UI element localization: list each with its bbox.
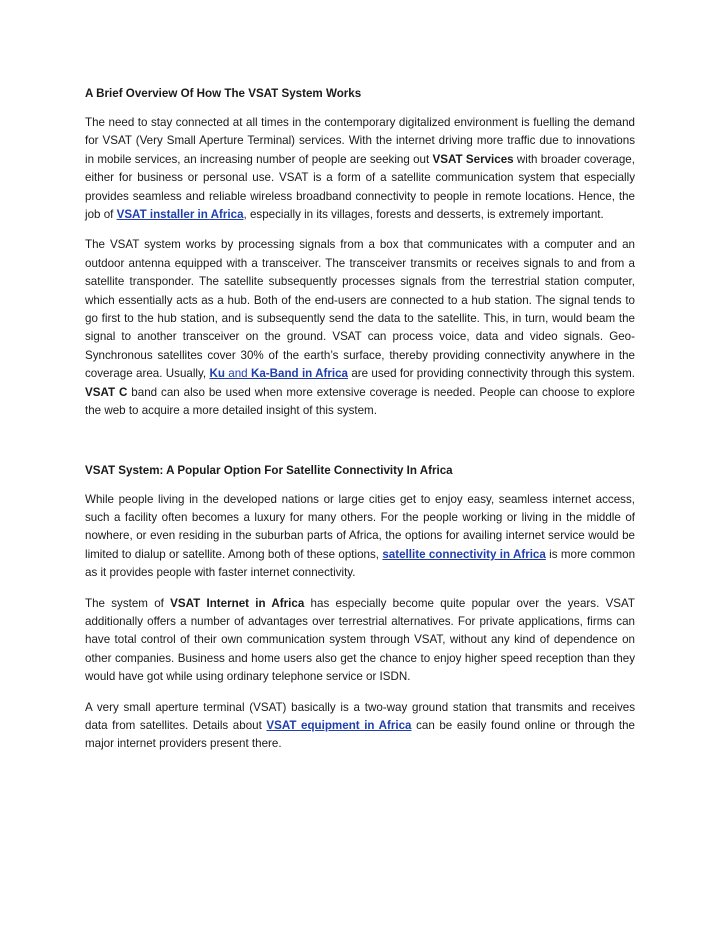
paragraph-text: band can also be used when more extensive coverage is needed. People can choose to explore the web to acquire a more detailed insight of this system. [85,385,635,418]
paragraph-text: While people living in the developed nations or large cities get to enjoy easy, seamless internet access, such a facility often becomes a luxury for many others. For the people working or living in the middle of nowhere, or even residing in the suburban parts of Africa, the options for availing internet service would be limited to dialup or satellite. Among both of these options, [85,492,635,561]
paragraph-text: are used for providing connectivity through this system. [348,367,635,381]
paragraph-text: with broader coverage, either for business or personal use. VSAT is a form of a satellite communication system that especially provides seamless and reliable wireless broadband connectivity to people in remote locations. Hence, the job of [85,152,635,222]
paragraph-text: is more common as it provides people with faster internet connectivity. [85,547,636,580]
paragraph-vsat-demand [85,114,635,224]
paragraph-how-vsat-works [85,236,635,420]
paragraph-text: A very small aperture terminal (VSAT) basically is a two-way ground station that transmits and receives data from satellites. Details about [85,700,635,732]
paragraph-vsat-definition [85,699,635,754]
section-heading-vsat-popular-option: VSAT System: A Popular Option For Satellite Connectivity In Africa [85,463,453,477]
section-heading-vsat-overview: A Brief Overview Of How The VSAT System Works [85,87,362,100]
link-vsat-installer-africa[interactable]: VSAT installer in Africa [116,208,244,222]
paragraph-text: The system of [85,596,171,610]
paragraph-text: can be easily found online or through the major internet providers present there. [85,718,636,751]
link-text-ku: Ku [209,367,225,381]
section-spacer [85,433,635,463]
link-text-ka-band: Ka-Band in Africa [250,367,349,381]
paragraph-text: has especially become quite popular over the years. VSAT additionally offers a number of advantages over terrestrial alternatives. For private applications, firms can have total control of their own communication system through VSAT, without any kind of dependence on other companies. Business and home users also get the chance to enjoy higher speed reception than they would have got while using ordinary telephone service or ISDN. [85,596,635,684]
link-ku-ka-band-africa[interactable] [209,367,348,380]
paragraph-text: The need to stay connected at all times in the contemporary digitalized environment is fuelling the demand for VSAT (Very Small Aperture Terminal) services. With the internet driving more traffic due to innovations in mobile services, an increasing number of people are seeking out [85,116,635,166]
bold-term-vsat-internet-africa: VSAT Internet in Africa [170,596,305,610]
link-vsat-equipment-africa[interactable]: VSAT equipment in Africa [266,718,412,732]
link-satellite-connectivity-africa[interactable]: satellite connectivity in Africa [382,547,546,561]
bold-term-vsat-services: VSAT Services [432,152,514,166]
link-text-and: and [224,367,251,381]
paragraph-text: , especially in its villages, forests and desserts, is extremely important. [243,208,604,222]
paragraph-connectivity-options [85,491,635,583]
paragraph-vsat-internet-popularity [85,595,635,687]
paragraph-text: The VSAT system works by processing signals from a box that communicates with a computer and an outdoor antenna equipped with a transceiver. The transceiver transmits or receives signals to and from a satellite transponder. The satellite subsequently processes signals from the terrestrial station computer, which essentially acts as a hub. Both of the end-users are connected to a hub station. The signal tends to go first to the hub station, and is subsequently send the data to the satellite. This, in turn, would beam the signal to another transceiver on the ground. VSAT can process voice, data and video signals. Geo-Synchronous satellites cover 30% of the earth’s surface, thereby providing connectivity anywhere in the coverage area. Usually, [85,238,635,381]
bold-term-vsat-c: VSAT C [85,385,128,399]
